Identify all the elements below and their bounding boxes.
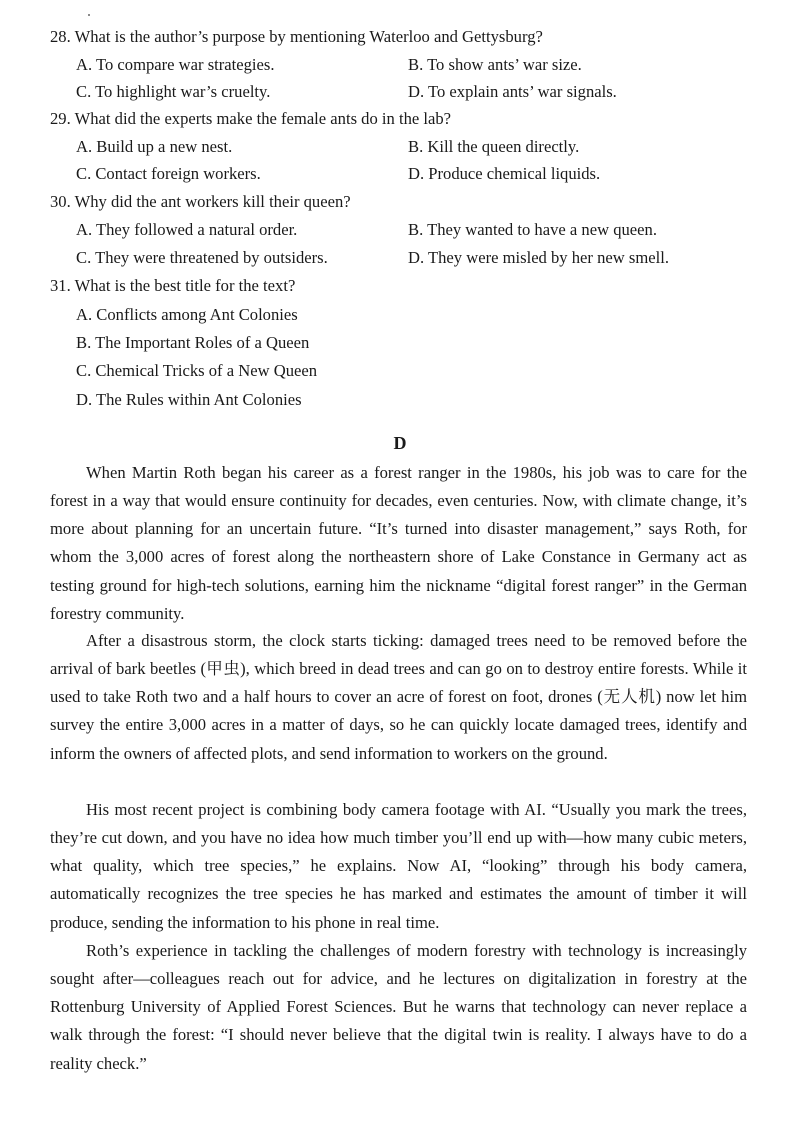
question-28-option-b: B. To show ants’ war size. (408, 55, 582, 74)
question-28-option-d: D. To explain ants’ war signals. (408, 82, 617, 101)
question-29-stem: 29. What did the experts make the female ants do in the lab? (50, 109, 452, 128)
question-31-option-b: B. The Important Roles of a Queen (76, 333, 310, 352)
scan-speck (88, 14, 90, 16)
question-30-stem: 30. Why did the ant workers kill their queen? (50, 192, 351, 211)
question-30-option-d: D. They were misled by her new smell. (408, 248, 669, 267)
question-28-option-a: A. To compare war strategies. (76, 55, 275, 74)
question-30-option-c: C. They were threatened by outsiders. (76, 248, 328, 267)
question-29-option-b: B. Kill the queen directly. (408, 137, 580, 156)
question-30-option-a: A. They followed a natural order. (76, 220, 298, 239)
paragraph-2-text: After a disastrous storm, the clock starts ticking: damaged trees need to be removed before the arrival of bark beetles (甲虫), which breed in dead trees and can go on to destroy entire forests. While it used to take Roth two and a half hours to cover an acre of forest on foot, drones (无人机) now let him survey the entire 3,000 acres in a matter of days, so he can quickly locate damaged trees, identify and inform the owners of affected plots, and send information to workers on the ground. (50, 631, 747, 763)
passage-paragraph-3 (50, 796, 747, 937)
question-31-option-d: D. The Rules within Ant Colonies (76, 390, 302, 409)
paragraph-4-text: Roth’s experience in tackling the challenges of modern forestry with technology is increasingly sought after—colleagues reach out for advice, and he lectures on digitalization in forestry at the Rottenburg University of Applied Forest Sciences. But he warns that technology can never replace a walk through the forest: “I should never believe that the digital twin is reality. I always have to do a reality check.” (50, 941, 747, 1073)
section-heading: D (393, 433, 407, 453)
passage-paragraph-4 (50, 937, 747, 1078)
question-29-option-d: D. Produce chemical liquids. (408, 164, 601, 183)
question-29-option-c: C. Contact foreign workers. (76, 164, 261, 183)
passage-paragraph-1 (50, 459, 747, 628)
question-31-option-a: A. Conflicts among Ant Colonies (76, 305, 298, 324)
passage-paragraph-2 (50, 627, 747, 768)
question-28-option-c: C. To highlight war’s cruelty. (76, 82, 271, 101)
paragraph-1-text: When Martin Roth began his career as a forest ranger in the 1980s, his job was to care for the forest in a way that would ensure continuity for decades, even centuries. Now, with climate change, it’s more about planning for an uncertain future. “It’s turned into disaster management,” says Roth, for whom the 3,000 acres of forest along the northeastern shore of Lake Constance in Germany act as testing ground for high-tech solutions, earning him the nickname “digital forest ranger” in the German forestry community. (50, 463, 747, 623)
question-31-stem: 31. What is the best title for the text? (50, 276, 296, 295)
question-29-option-a: A. Build up a new nest. (76, 137, 233, 156)
paragraph-3-text: His most recent project is combining body camera footage with AI. “Usually you mark the trees, they’re cut down, and you have no idea how much timber you’ll end up with—how many cubic meters, what quality, which tree species,” he explains. Now AI, “looking” through his body camera, automatically recognizes the tree species he has marked and estimates the amount of timber it will produce, sending the information to his phone in real time. (50, 800, 747, 932)
question-30-option-b: B. They wanted to have a new queen. (408, 220, 657, 239)
question-31-option-c: C. Chemical Tricks of a New Queen (76, 361, 318, 380)
question-28-stem: 28. What is the author’s purpose by mentioning Waterloo and Gettysburg? (50, 27, 543, 46)
